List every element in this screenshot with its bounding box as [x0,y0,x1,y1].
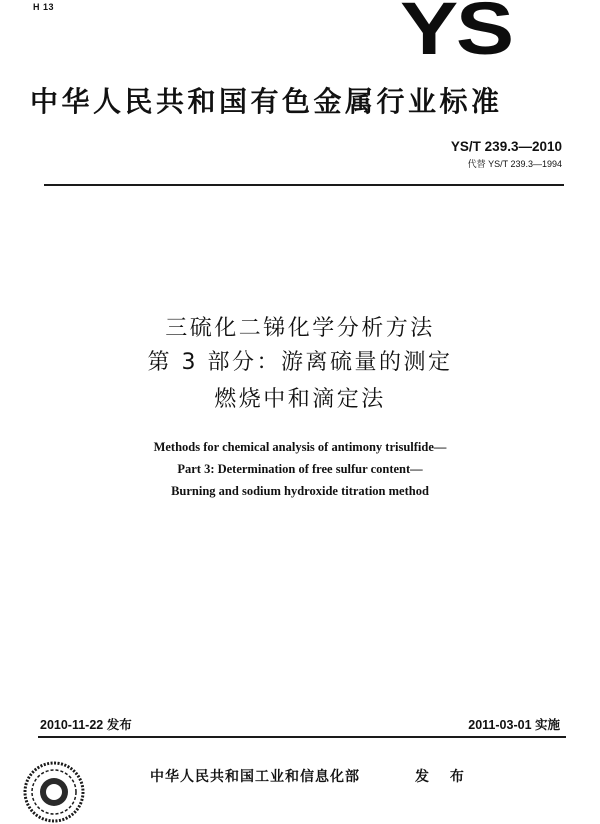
ys-logo: YS [400,0,512,70]
title-en-line3: Burning and sodium hydroxide titration method [171,484,429,498]
official-seal-icon [22,760,86,824]
standard-number: YS/T 239.3—2010 [450,139,562,154]
header-divider [44,184,564,186]
publish-label: 发 布 [415,769,472,785]
publisher-name: 中华人民共和国工业和信息化部 [150,769,360,785]
title-zh-line3: 燃烧中和滴定法 [214,387,386,412]
replaces-standard: 代替 YS/T 239.3—1994 [467,159,562,169]
title-en-line1: Methods for chemical analysis of antimony trisulfide— [153,440,447,454]
issue-date: 2010-11-22 发布 [40,718,132,732]
standard-category-title: 中华人民共和国有色金属行业标准 [30,85,503,118]
title-zh-line2: 第 3 部分：游离硫量的测定 [147,350,453,375]
title-zh-line1: 三硫化二锑化学分析方法 [165,316,435,341]
title-en-line2: Part 3: Determination of free sulfur content— [177,462,423,476]
footer-divider [38,736,566,738]
implementation-date: 2011-03-01 实施 [468,718,560,732]
ics-code: H 13 [33,2,55,12]
